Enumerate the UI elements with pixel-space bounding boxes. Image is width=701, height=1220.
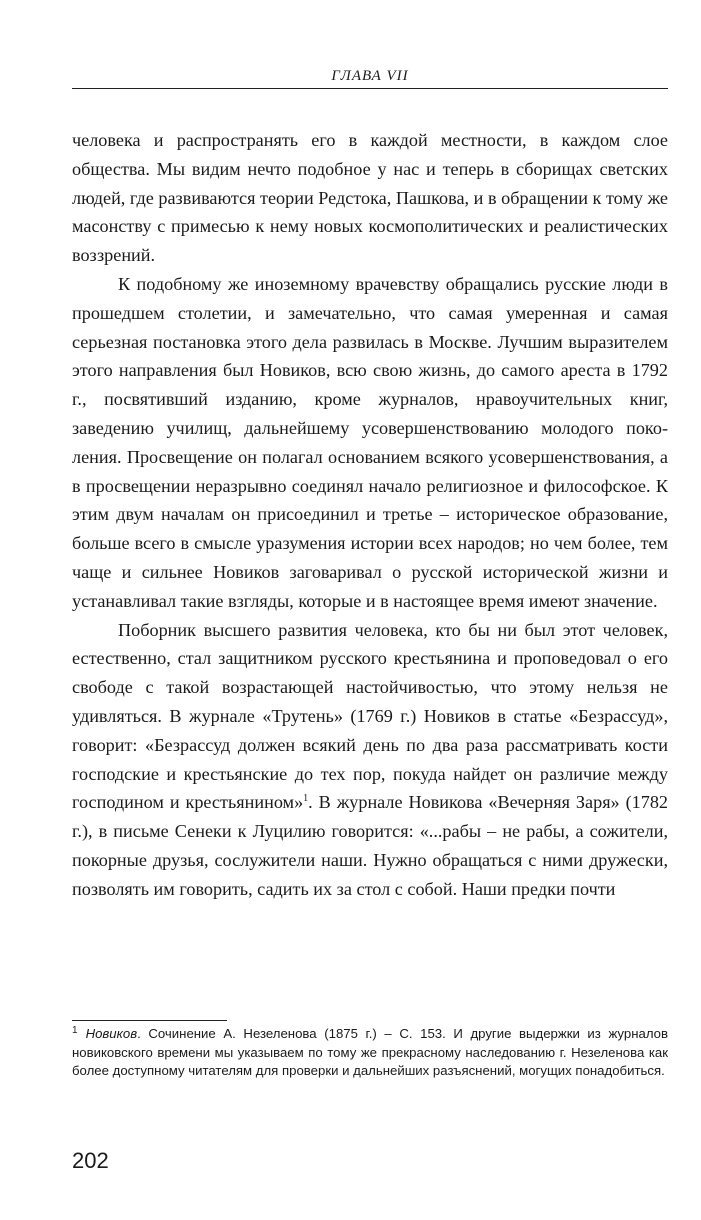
paragraph-3-part-2: . В журнале Новикова «Вечерняя Заря» (1782 г.), в письме Сенеки к Луцилию говорится: «...рабы – не рабы, а сожители, покорные друзья, сослужители наши. Нужно обращаться с ними дружески, позволять им говорить, садить их за стол с собой. Наши предки почти (72, 792, 669, 899)
body-text (72, 126, 668, 904)
footnote-number: 1 (72, 1024, 78, 1036)
footnote-reference: 1 (303, 793, 309, 805)
footnote-author: Новиков (85, 1026, 138, 1041)
paragraph-3-part-1: Поборник высшего развития человека, кто бы ни был этот человек, естественно, стал защитником русского крестьянина и проповедовал о его свободе с такой возрастающей настойчивостью, что этому нельзя не удивляться. В журнале «Трутень» (1769 г.) Новиков в статье «Безрассуд», говорит: «Безрассуд должен всякий день по два раза рассматривать кости господские и крестьянские до тех пор, покуда найдет он различие между господином и крестьянином» (72, 619, 668, 813)
running-head: ГЛАВА VII (72, 68, 668, 89)
paragraph-2: К подобному же иноземному врачевству обращались русские люди в прошедшем столетии, и замечательно, что самая умеренная и самая серьезная постановка этого дела развилась в Москве. Лучшим выразителем этого направления был Новиков, всю свою жизнь, до самого ареста в 1792 г., посвятивший изданию, кроме журналов, нравоучительных книг, заведению училищ, дальнейшему усовершенствованию молодого поколения. Просвещение он полагал основанием всякого усовершенствования, а в просвещении неразрывно соединял начало религиозное и философское. К этим двум началам он присоединил и третье – историческое образование, больше всего в смысле уразумения истории всех народов; но чем более, тем чаще и сильнее Новиков заговаривал о русской исторической жизни и устанавливал такие взгляды, которые и в настоящее время имеют значение. (72, 273, 668, 611)
paragraph-3 (72, 616, 668, 904)
paragraph-1: человека и распространять его в каждой местности, в каждом слое общества. Мы видим нечто подобное у нас и теперь в сборищах светских людей, где развиваются теории Редстока, Пашкова, и в обращении к тому же масонству с примесью к нему новых космополитических и реалистических воззрений. (72, 130, 668, 266)
footnote-text: . Сочинение А. Незеленова (1875 г.) – С. 153. И другие выдержки из журналов новиковского времени мы указываем по тому же прекрасному наследованию г. Незеленова как более доступному читателям для проверки и дальнейших разъяснений, могущих понадобиться. (72, 1026, 668, 1079)
page-number: 202 (72, 1148, 109, 1173)
footnote (72, 1025, 668, 1081)
footnote-separator (72, 1020, 227, 1021)
